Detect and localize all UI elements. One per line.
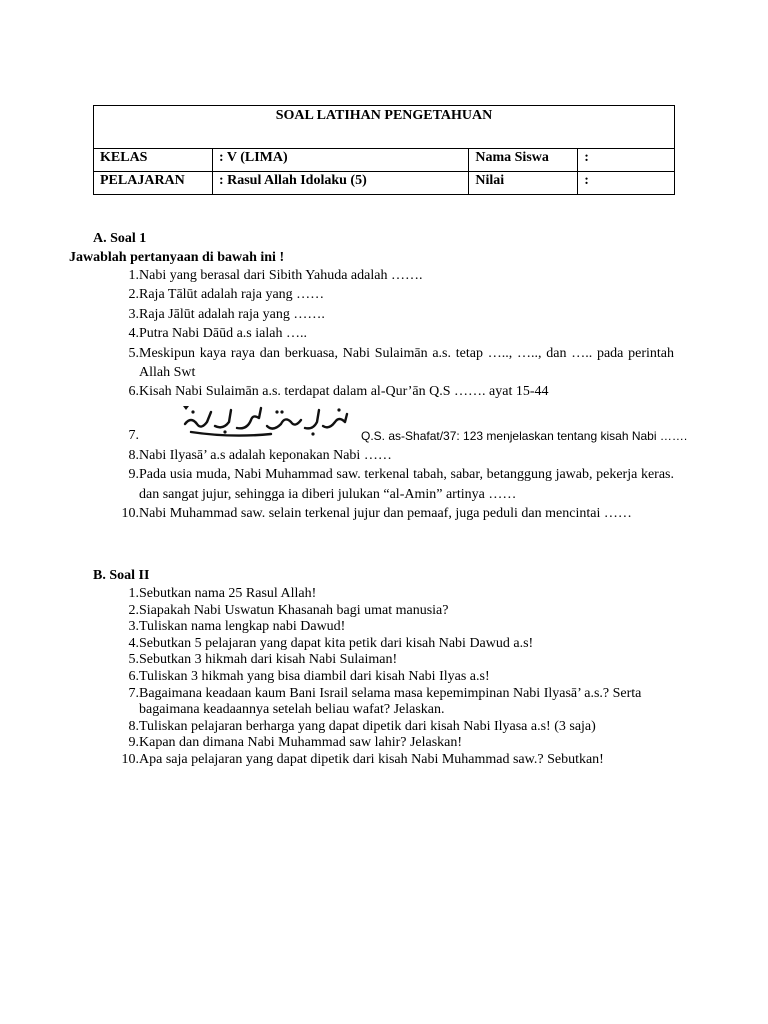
list-item: 5. Meskipun kaya raya dan berkuasa, Nabi Sulaimān a.s. tetap ….., ….., dan ….. pada perintah Allah Swt [106,344,674,383]
kelas-label: KELAS [94,149,213,172]
list-item: 5. Sebutkan 3 hikmah dari kisah Nabi Sulaiman! [106,652,674,669]
question-text: Kisah Nabi Sulaimān a.s. terdapat dalam al-Qur’ān Q.S ……. ayat 15-44 [139,384,549,400]
nilai-label: Nilai [469,172,578,195]
question-text: Nabi Ilyasā’ a.s adalah keponakan Nabi …… [139,447,392,463]
header-row-kelas [94,149,675,172]
header-row-pelajaran [94,172,675,195]
list-item: 9. Kapan dan dimana Nabi Muhammad saw lahir? Jelaskan! [106,735,674,752]
section-a-title: A. Soal 1 [93,231,147,246]
question-text: Meskipun kaya raya dan berkuasa, Nabi Sulaimān a.s. tetap ….., ….., dan ….. pada perintah Allah Swt [139,345,674,381]
question-text: Tuliskan pelajaran berharga yang dapat dipetik dari kisah Nabi Ilyasa a.s! (3 saja) [139,718,596,734]
question-text: Sebutkan 5 pelajaran yang dapat kita petik dari kisah Nabi Dawud a.s! [139,635,534,651]
list-item: 2. Raja Tālūt adalah raja yang …… [106,285,674,304]
section-a-question-list [106,266,688,523]
section-b-title: B. Soal II [93,568,150,583]
section-a-instruction: Jawablah pertanyaan di bawah ini ! [69,250,285,265]
question-text: Siapakah Nabi Uswatun Khasanah bagi umat manusia? [139,602,449,618]
kelas-value: : V (LIMA) [212,149,468,172]
list-item: 3. Raja Jālūt adalah raja yang ……. [106,305,674,324]
list-item: 1. Nabi yang berasal dari Sibith Yahuda adalah ……. [106,266,674,285]
list-item: 9. Pada usia muda, Nabi Muhammad saw. terkenal tabah, sabar, betanggung jawab, pekerja keras. dan sangat jujur, sehingga ia diberi julukan “al-Amin” artinya …… [106,465,674,504]
pelajaran-value: : Rasul Allah Idolaku (5) [212,172,468,195]
list-item: 1. Sebutkan nama 25 Rasul Allah! [106,586,674,603]
list-item: 7. Q.S. as-Shafat/37: 123 menjelaskan tentang kisah Nabi ……. [106,402,674,446]
question-text: Tuliskan nama lengkap nabi Dawud! [139,619,346,635]
question-text: Q.S. as-Shafat/37: 123 menjelaskan tentang kisah Nabi ……. [361,428,688,443]
question-text: Nabi yang berasal dari Sibith Yahuda adalah ……. [139,268,423,283]
pelajaran-label: PELAJARAN [94,172,213,195]
question-text: Apa saja pelajaran yang dapat dipetik dari kisah Nabi Muhammad saw.? Sebutkan! [139,751,604,767]
list-item: 4. Sebutkan 5 pelajaran yang dapat kita petik dari kisah Nabi Dawud a.s! [106,636,674,653]
nama-siswa-label: Nama Siswa [469,149,578,172]
question-text: Putra Nabi Dāūd a.s ialah ….. [139,326,307,342]
question-text: Kapan dan dimana Nabi Muhammad saw lahir? Jelaskan! [139,735,463,751]
header-table [93,105,675,195]
list-item: 10. Apa saja pelajaran yang dapat dipetik dari kisah Nabi Muhammad saw.? Sebutkan! [106,752,674,769]
nilai-value: : [578,172,675,195]
list-item: 6. Tuliskan 3 hikmah yang bisa diambil dari kisah Nabi Ilyas a.s! [106,669,674,686]
question-text: Sebutkan 3 hikmah dari kisah Nabi Sulaiman! [139,652,398,668]
question-text: Raja Tālūt adalah raja yang …… [139,287,325,303]
list-item: 3. Tuliskan nama lengkap nabi Dawud! [106,619,674,636]
nama-siswa-value: : [578,149,675,172]
question-text: Tuliskan 3 hikmah yang bisa diambil dari kisah Nabi Ilyas a.s! [139,668,490,684]
list-item: 7. Bagaimana keadaan kaum Bani Israil selama masa kepemimpinan Nabi Ilyasā’ a.s.? Serta bagaimana keadaannya setelah beliau wafat? Jelaskan. [106,686,674,719]
question-text: Nabi Muhammad saw. selain terkenal jujur dan pemaaf, juga peduli dan mencintai …… [139,506,632,522]
question-text: Sebutkan nama 25 Rasul Allah! [139,586,317,601]
list-item: 4. Putra Nabi Dāūd a.s ialah ….. [106,324,674,343]
question-text: Raja Jālūt adalah raja yang ……. [139,306,325,322]
list-item: 8. Nabi Ilyasā’ a.s adalah keponakan Nabi …… [106,446,674,465]
list-item: 10. Nabi Muhammad saw. selain terkenal jujur dan pemaaf, juga peduli dan mencintai …… [106,504,674,523]
question-text: Bagaimana keadaan kaum Bani Israil selama masa kepemimpinan Nabi Ilyasā’ a.s.? Serta bagaimana keadaannya setelah beliau wafat? Jelaskan. [139,685,642,718]
question-text: Pada usia muda, Nabi Muhammad saw. terkenal tabah, sabar, betanggung jawab, pekerja keras. dan sangat jujur, sehingga ia diberi julukan “al-Amin” artinya …… [139,467,674,502]
list-item: 8. Tuliskan pelajaran berharga yang dapat dipetik dari kisah Nabi Ilyasa a.s! (3 saja) [106,719,674,736]
list-item: 2. Siapakah Nabi Uswatun Khasanah bagi umat manusia? [106,603,674,620]
worksheet-title: SOAL LATIHAN PENGETAHUAN [94,106,675,149]
list-item: 6. Kisah Nabi Sulaimān a.s. terdapat dalam al-Qur’ān Q.S ……. ayat 15-44 [106,382,674,401]
section-b-question-list [106,586,674,769]
quran-verse-calligraphy [179,402,354,438]
